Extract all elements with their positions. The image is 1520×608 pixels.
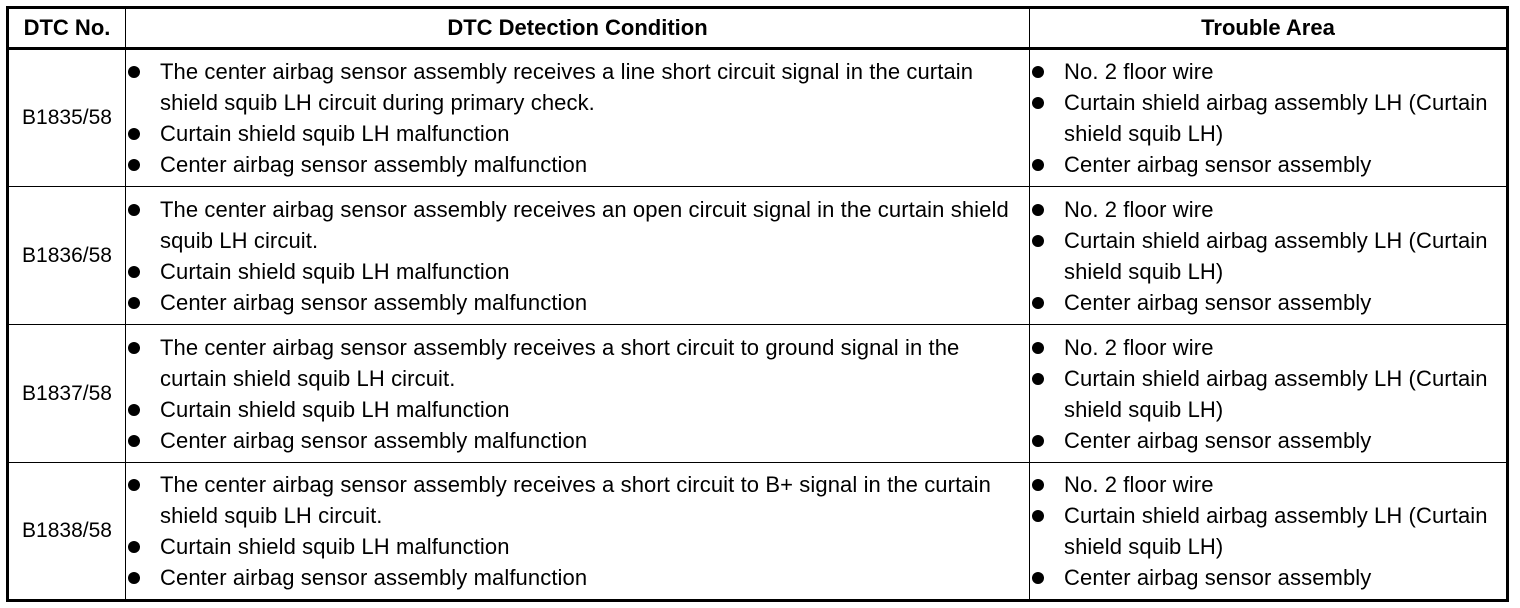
detection-condition-text: Center airbag sensor assembly malfunction [160, 427, 588, 453]
detection-condition-text: Center airbag sensor assembly malfunction [160, 152, 588, 177]
list-item [126, 469, 1029, 531]
header-dtc-no: DTC No. [8, 8, 126, 49]
table-row [8, 49, 1508, 187]
detection-condition-text: The center airbag sensor assembly receives a short circuit to B+ signal in the curtain shield squib LH circuit. [160, 472, 991, 528]
bullet-icon [128, 479, 140, 491]
bullet-icon [128, 404, 140, 416]
trouble-area-text: No. 2 floor wire [1064, 334, 1214, 360]
bullet-icon [1032, 342, 1044, 354]
trouble-area-text: No. 2 floor wire [1064, 59, 1214, 84]
list-item [1030, 332, 1506, 363]
dtc-code: B1838/58 [8, 463, 126, 601]
trouble-area-text: No. 2 floor wire [1064, 196, 1214, 222]
list-item [126, 118, 1029, 149]
dtc-code: B1837/58 [8, 325, 126, 463]
bullet-icon [128, 572, 140, 584]
detection-condition-text: Curtain shield squib LH malfunction [160, 534, 510, 559]
list-item [126, 425, 1029, 456]
list-item [126, 194, 1029, 256]
bullet-icon [1032, 235, 1044, 247]
dtc-code: B1835/58 [8, 49, 126, 187]
trouble-area-list [1030, 469, 1506, 593]
bullet-icon [1032, 479, 1044, 491]
bullet-icon [128, 297, 140, 309]
trouble-area-text: Center airbag sensor assembly [1064, 565, 1372, 590]
list-item [126, 531, 1029, 562]
list-item [1030, 87, 1506, 149]
trouble-area-text: Curtain shield airbag assembly LH (Curtain shield squib LH) [1064, 503, 1488, 559]
bullet-icon [1032, 97, 1044, 109]
detection-condition-cell [126, 49, 1030, 187]
detection-condition-text: The center airbag sensor assembly receives a line short circuit signal in the curtain shield squib LH circuit during primary check. [160, 59, 974, 115]
list-item [1030, 562, 1506, 593]
bullet-icon [1032, 510, 1044, 522]
trouble-area-cell [1030, 463, 1508, 601]
bullet-icon [128, 435, 140, 447]
trouble-area-text: Center airbag sensor assembly [1064, 152, 1372, 177]
list-item [1030, 56, 1506, 87]
detection-condition-text: Center airbag sensor assembly malfunction [160, 565, 588, 590]
detection-condition-text: The center airbag sensor assembly receives an open circuit signal in the curtain shield squib LH circuit. [160, 196, 1009, 253]
table-row [8, 463, 1508, 601]
header-detection-condition: DTC Detection Condition [126, 8, 1030, 49]
detection-condition-text: Curtain shield squib LH malfunction [160, 396, 510, 422]
bullet-icon [1032, 159, 1044, 171]
list-item [1030, 287, 1506, 318]
detection-condition-text: The center airbag sensor assembly receives a short circuit to ground signal in the curtain shield squib LH circuit. [160, 334, 960, 391]
detection-condition-text: Center airbag sensor assembly malfunction [160, 289, 588, 315]
trouble-area-text: Center airbag sensor assembly [1064, 289, 1372, 315]
table-row [8, 325, 1508, 463]
list-item [126, 394, 1029, 425]
trouble-area-list [1030, 194, 1506, 318]
detection-condition-list [126, 56, 1029, 180]
detection-condition-cell [126, 463, 1030, 601]
header-row [8, 8, 1508, 49]
bullet-icon [1032, 572, 1044, 584]
bullet-icon [1032, 297, 1044, 309]
trouble-area-cell [1030, 187, 1508, 325]
detection-condition-list [126, 332, 1029, 456]
trouble-area-text: No. 2 floor wire [1064, 472, 1214, 497]
detection-condition-text: Curtain shield squib LH malfunction [160, 121, 510, 146]
list-item [126, 149, 1029, 180]
trouble-area-text: Center airbag sensor assembly [1064, 427, 1372, 453]
detection-condition-cell [126, 187, 1030, 325]
dtc-table [6, 6, 1509, 602]
bullet-icon [128, 266, 140, 278]
list-item [1030, 425, 1506, 456]
trouble-area-text: Curtain shield airbag assembly LH (Curtain shield squib LH) [1064, 365, 1488, 422]
list-item [1030, 500, 1506, 562]
bullet-icon [128, 66, 140, 78]
bullet-icon [128, 128, 140, 140]
trouble-area-cell [1030, 49, 1508, 187]
list-item [126, 56, 1029, 118]
list-item [126, 287, 1029, 318]
detection-condition-text: Curtain shield squib LH malfunction [160, 258, 510, 284]
trouble-area-list [1030, 332, 1506, 456]
list-item [1030, 363, 1506, 425]
list-item [1030, 225, 1506, 287]
bullet-icon [1032, 204, 1044, 216]
trouble-area-cell [1030, 325, 1508, 463]
list-item [1030, 194, 1506, 225]
list-item [1030, 469, 1506, 500]
bullet-icon [128, 342, 140, 354]
bullet-icon [128, 159, 140, 171]
list-item [126, 332, 1029, 394]
dtc-code: B1836/58 [8, 187, 126, 325]
bullet-icon [128, 541, 140, 553]
list-item [126, 562, 1029, 593]
bullet-icon [1032, 435, 1044, 447]
bullet-icon [1032, 66, 1044, 78]
bullet-icon [1032, 373, 1044, 385]
header-trouble-area: Trouble Area [1030, 8, 1508, 49]
detection-condition-list [126, 194, 1029, 318]
bullet-icon [128, 204, 140, 216]
trouble-area-text: Curtain shield airbag assembly LH (Curtain shield squib LH) [1064, 227, 1488, 284]
table-row [8, 187, 1508, 325]
trouble-area-text: Curtain shield airbag assembly LH (Curtain shield squib LH) [1064, 90, 1488, 146]
list-item [126, 256, 1029, 287]
detection-condition-list [126, 469, 1029, 593]
trouble-area-list [1030, 56, 1506, 180]
list-item [1030, 149, 1506, 180]
dtc-table-container [6, 6, 1506, 599]
detection-condition-cell [126, 325, 1030, 463]
